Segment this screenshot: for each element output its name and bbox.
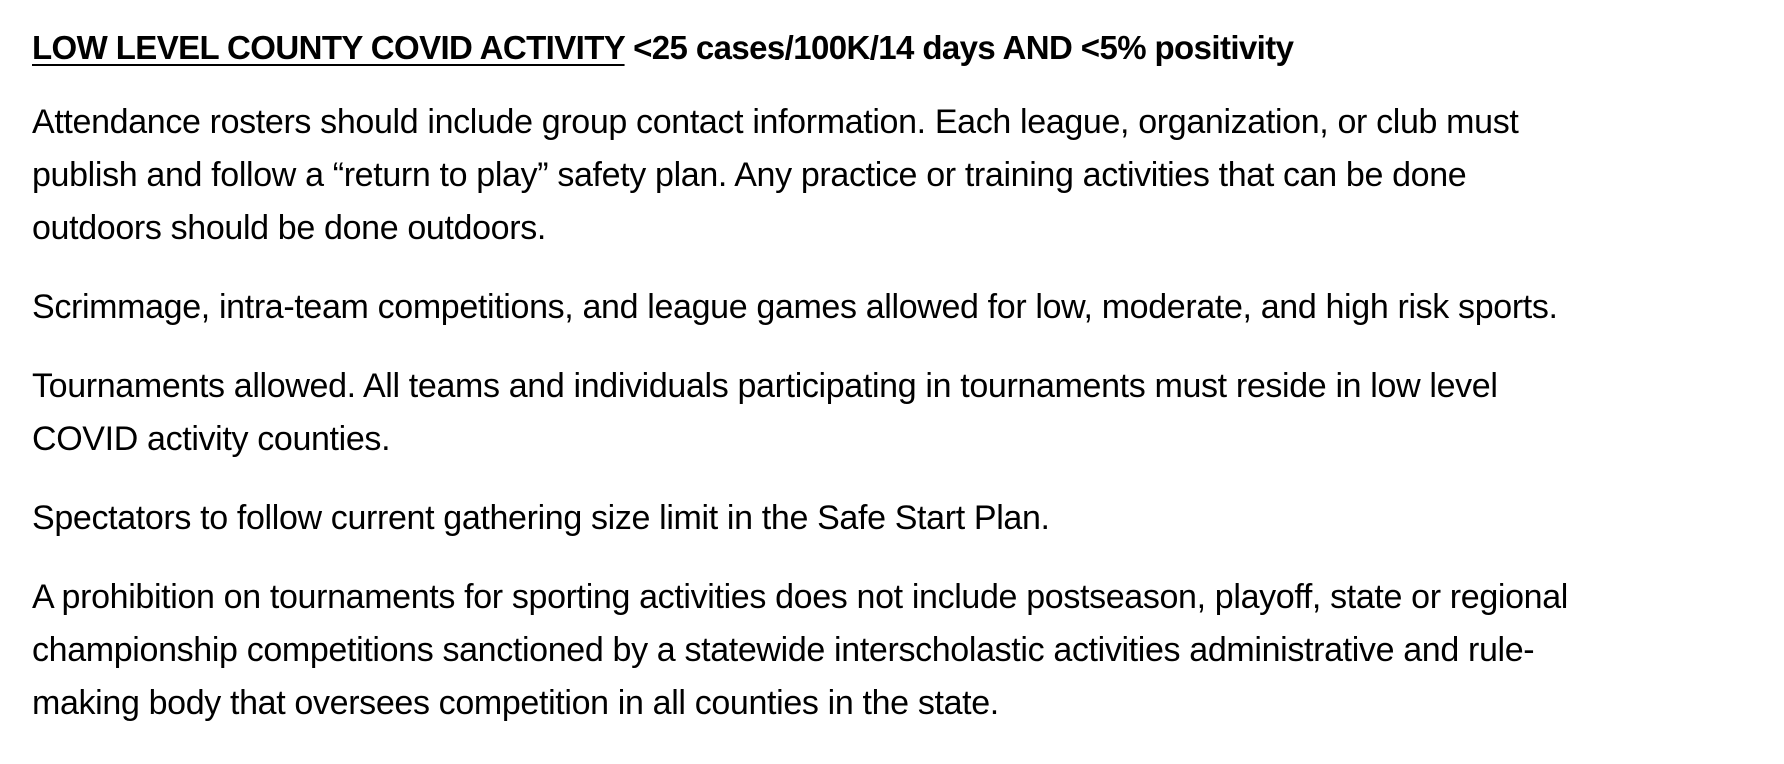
paragraph-line: Scrimmage, intra-team competitions, and league games allowed for low, moderate, and high risk sports.	[32, 288, 1558, 326]
paragraph-line: making body that oversees competition in all counties in the state.	[32, 684, 999, 722]
heading-criteria: <25 cases/100K/14 days AND <5% positivity	[624, 29, 1294, 66]
paragraph-line: Attendance rosters should include group contact information. Each league, organization, or club must	[32, 103, 1519, 141]
paragraph-line: championship competitions sanctioned by a statewide interscholastic activities administrative and rule-	[32, 631, 1535, 669]
paragraph-line: Spectators to follow current gathering size limit in the Safe Start Plan.	[32, 499, 1050, 537]
paragraph-line: outdoors should be done outdoors.	[32, 209, 546, 247]
paragraph-prohibition-exception	[32, 571, 1777, 730]
heading-underlined-title: LOW LEVEL COUNTY COVID ACTIVITY	[32, 29, 625, 66]
paragraph-rosters-safety-plan	[32, 96, 1777, 255]
paragraph-line: publish and follow a “return to play” safety plan. Any practice or training activities that can be done	[32, 156, 1467, 194]
paragraph-line: Tournaments allowed. All teams and individuals participating in tournaments must reside in low level	[32, 367, 1498, 405]
paragraph-scrimmage	[32, 281, 1777, 334]
paragraph-line: COVID activity counties.	[32, 420, 391, 458]
section-heading	[32, 26, 1784, 70]
paragraph-tournaments	[32, 360, 1777, 466]
paragraph-line: A prohibition on tournaments for sporting activities does not include postseason, playoff, state or regional	[32, 578, 1568, 616]
paragraph-spectators	[32, 492, 1777, 545]
